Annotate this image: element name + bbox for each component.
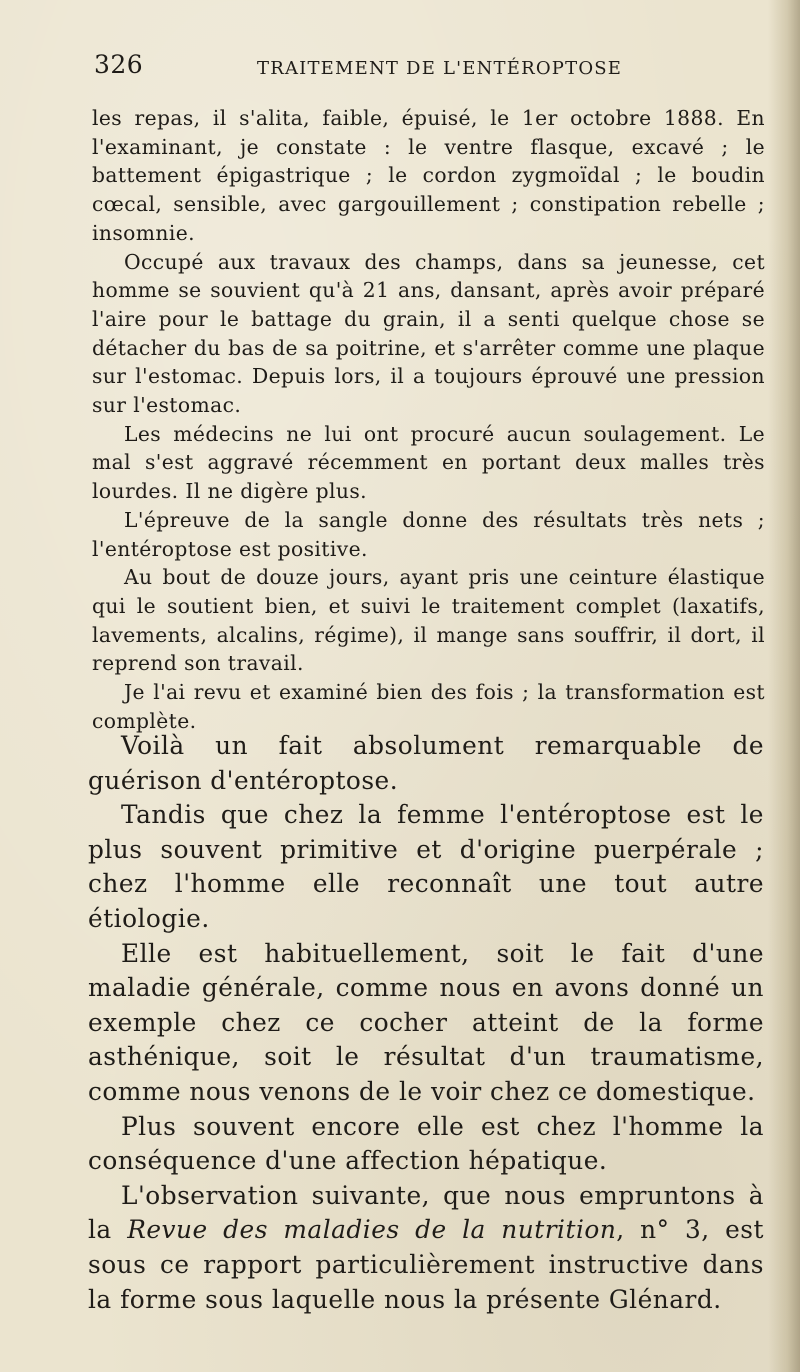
paragraph: Occupé aux travaux des champs, dans sa jeunesse, cet homme se souvient qu'à 21 ans, dansant, après avoir préparé l'aire pour le battage du grain, il a senti quelque chose se détacher du bas de sa poitrine, et s'arrêter comme une plaque sur l'estomac. Depuis lors, il a toujours éprouvé une pression sur l'estomac. — [92, 249, 765, 418]
paragraph: Au bout de douze jours, ayant pris une ceinture élastique qui le soutient bien, et suivi le traitement complet (laxatifs, lavements, alcalins, régime), il mange sans souffrir, il dort, il reprend son travail. — [92, 565, 765, 676]
paragraph: L'épreuve de la sangle donne des résultats très nets ; l'entéroptose est positive. — [92, 507, 765, 561]
paragraph: Elle est habituellement, soit le fait d'une maladie générale, comme nous en avons donné un exemple chez ce cocher atteint de la forme asthénique, soit le résultat d'un traumatisme, comme nous venons de le voir chez ce domestique. — [88, 938, 764, 1106]
paragraph: Les médecins ne lui ont procuré aucun soulagement. Le mal s'est aggravé récemment en portant deux malles très lourdes. Il ne digère plus. — [92, 421, 765, 504]
page-edge-shadow — [768, 0, 800, 1372]
text-span: L'observation suivante, que nous empruntons à la — [88, 1180, 764, 1245]
paragraph: Tandis que chez la femme l'entéroptose est le plus souvent primitive et d'origine puerpérale ; chez l'homme elle reconnaît une tout autre étiologie. — [88, 800, 764, 933]
journal-title: Revue des maladies de la nutrition — [127, 1215, 617, 1245]
text-span: , n° 3, est sous ce rapport particulièrement instructive dans la forme sous laquelle nous la présente Glénard. — [88, 1215, 764, 1314]
paragraph: Je l'ai revu et examiné bien des fois ; la transformation est complète. — [92, 680, 765, 733]
main-text — [88, 729, 764, 1317]
observation-text — [92, 104, 765, 735]
paragraph — [88, 1179, 764, 1317]
paragraph: Plus souvent encore elle est chez l'homme la conséquence d'une affection hépatique. — [88, 1111, 764, 1176]
page-number: 326 — [94, 50, 144, 79]
running-head: TRAITEMENT DE L'ENTÉROPTOSE — [257, 58, 623, 79]
paragraph: les repas, il s'alita, faible, épuisé, le 1er octobre 1888. En l'examinant, je constate : le ventre flasque, excavé ; le battement épigastrique ; le cordon zygmoïdal ; le boudin cœcal, sensible, avec gargouillement ; constipation rebelle ; insomnie. — [92, 106, 765, 245]
paragraph: Voilà un fait absolument remarquable de guérison d'entéroptose. — [88, 731, 764, 795]
page-header — [94, 50, 760, 90]
